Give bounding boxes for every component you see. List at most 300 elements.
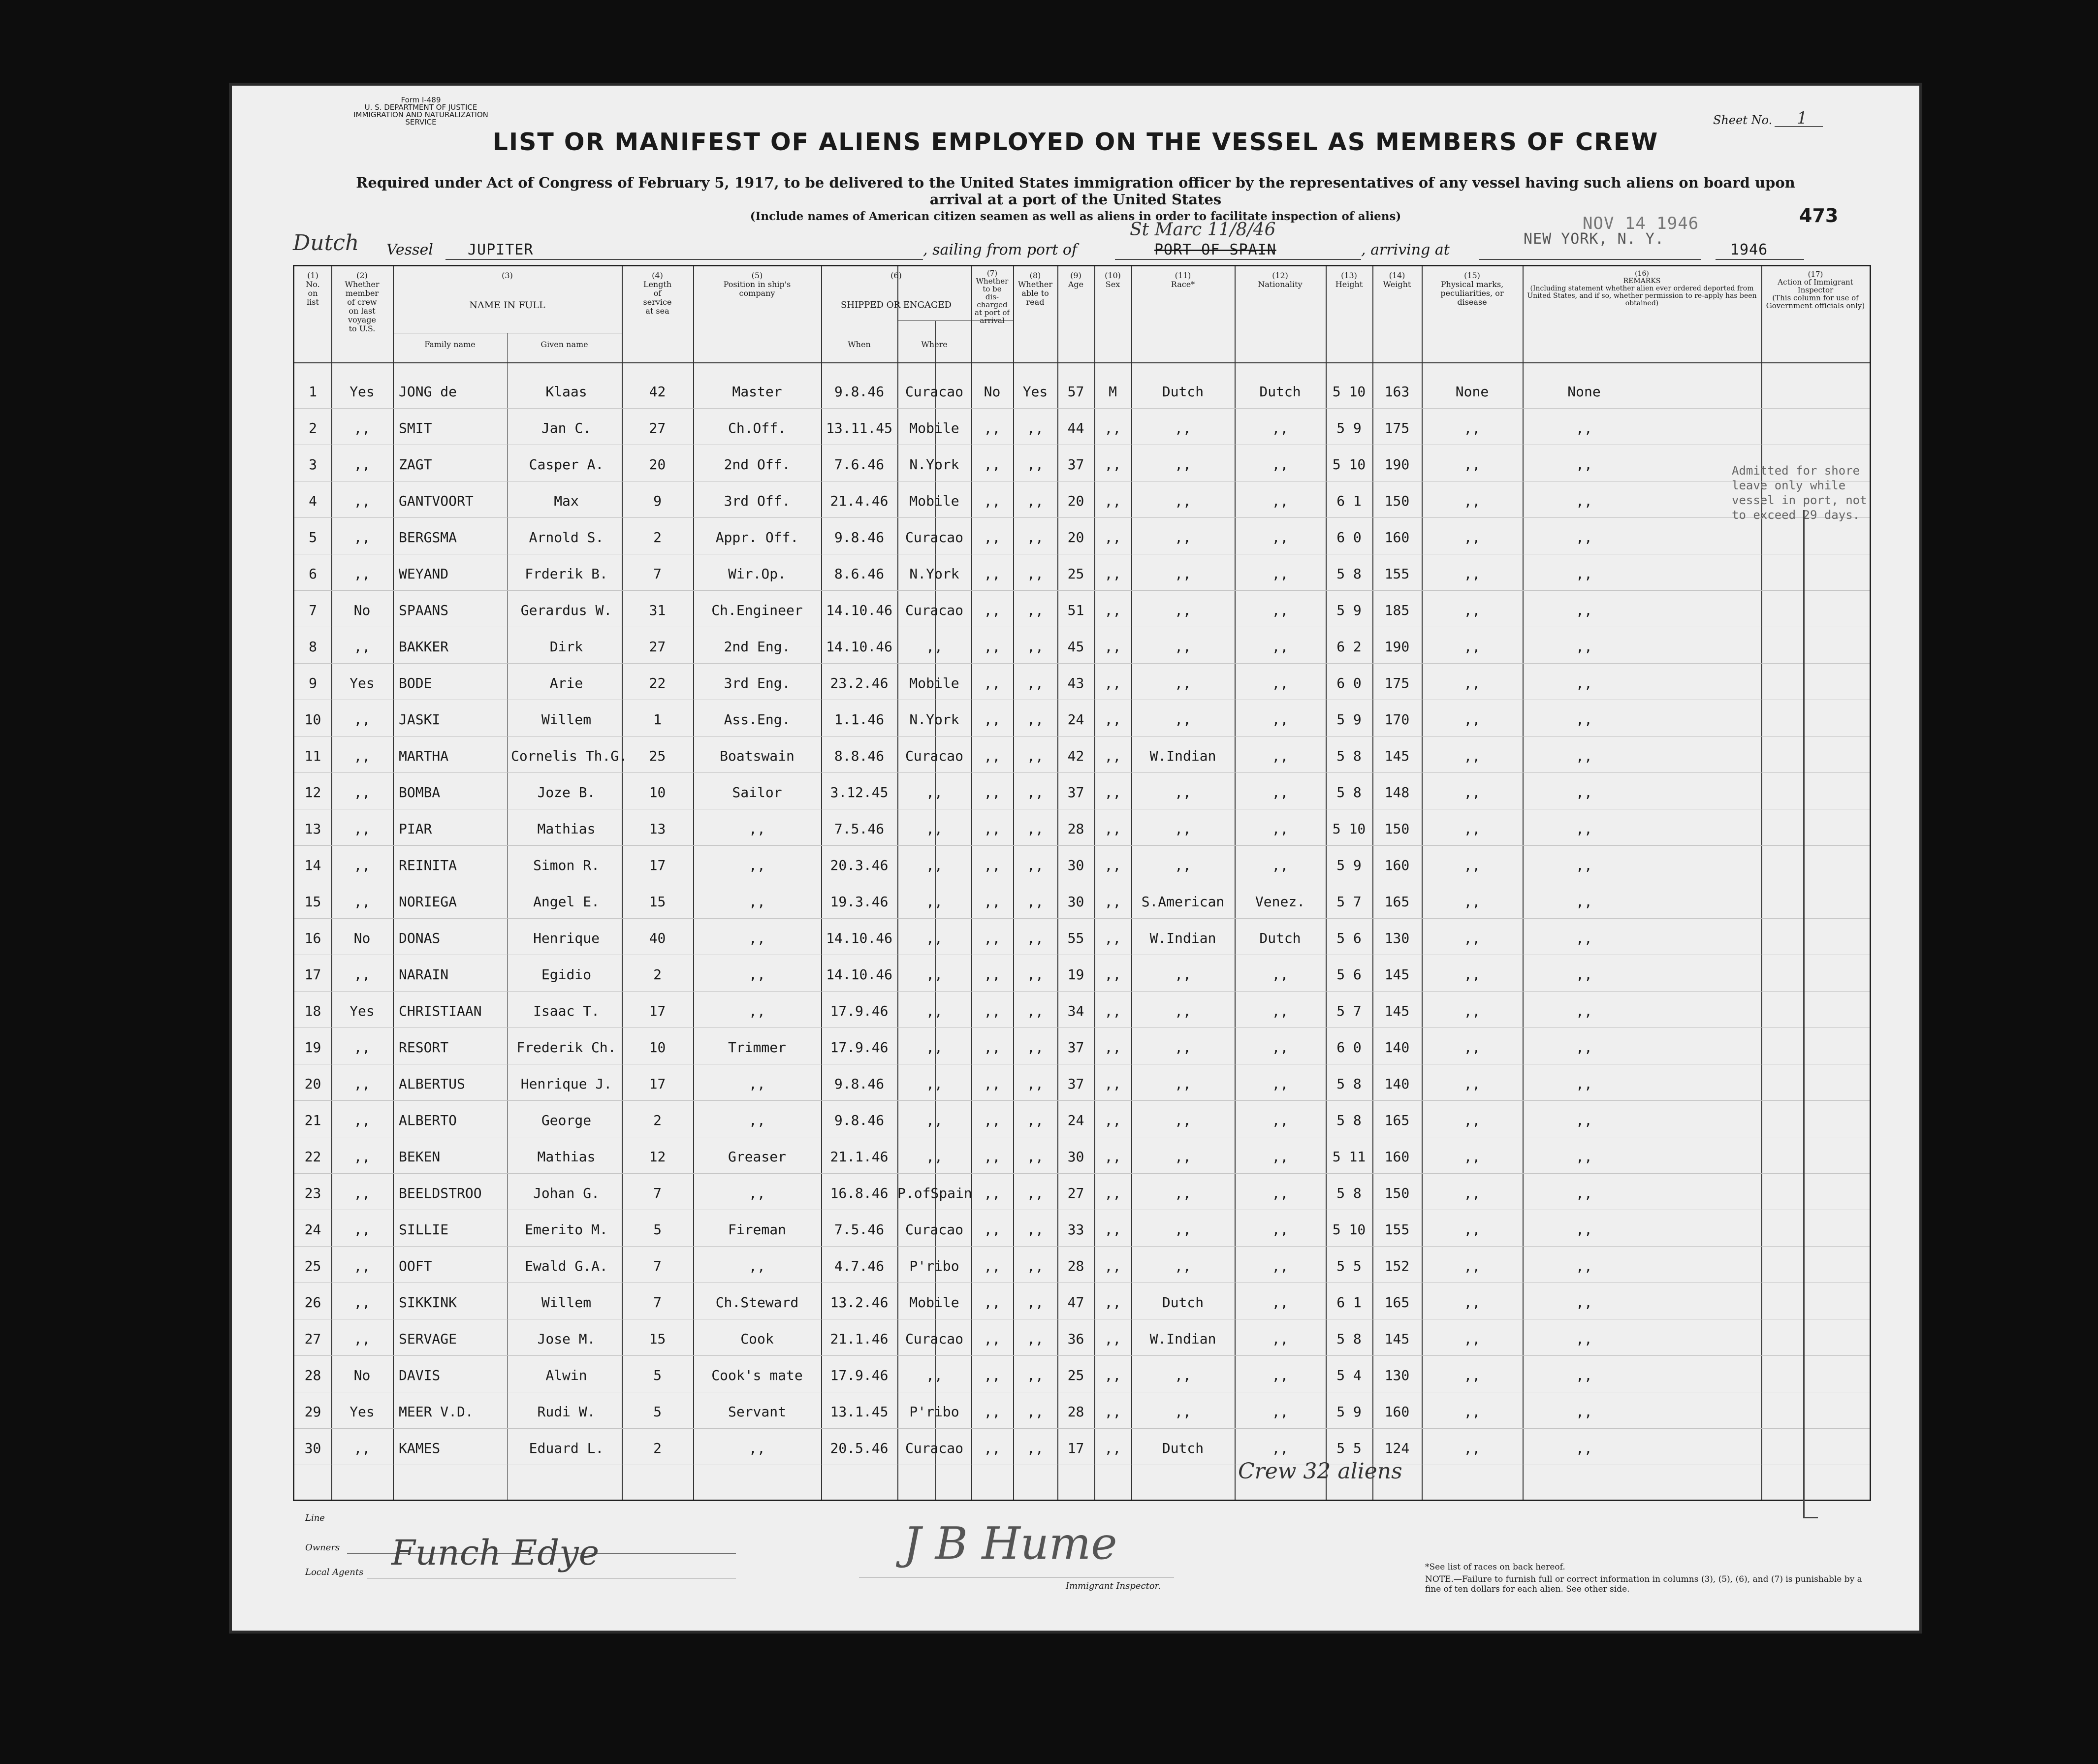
arriving-label: , arriving at: [1361, 241, 1450, 258]
cell-read: ,,: [1027, 566, 1044, 582]
cell-race: ,,: [1175, 602, 1191, 618]
cell-read: ,,: [1027, 675, 1044, 691]
cell-marks: ,,: [1463, 1003, 1481, 1019]
cell-no: 14: [304, 857, 321, 873]
cell-nat: ,,: [1272, 602, 1289, 618]
cell-age: 51: [1067, 602, 1084, 618]
cell-family: SILLIE: [399, 1221, 449, 1238]
cell-remarks: ,,: [1576, 1076, 1592, 1092]
cell-prev: Yes: [350, 675, 375, 691]
cell-sex: ,,: [1104, 821, 1121, 837]
header-family-name: Family name: [424, 340, 476, 349]
cell-race: ,,: [1175, 420, 1191, 436]
cell-given: Mathias: [537, 1149, 596, 1165]
cell-no: 1: [309, 384, 317, 400]
cell-remarks: None: [1567, 384, 1601, 400]
cell-nat: ,,: [1272, 1440, 1289, 1456]
cell-marks: ,,: [1463, 420, 1481, 436]
cell-position: Fireman: [728, 1221, 786, 1238]
cell-service: 7: [653, 1258, 662, 1274]
cell-race: ,,: [1175, 966, 1191, 983]
cell-disch: ,,: [984, 784, 1001, 801]
cell-height: 5 7: [1336, 1003, 1362, 1019]
manifest-sheet: [229, 83, 1922, 1634]
cell-no: 13: [304, 821, 321, 837]
table-row: [294, 816, 1761, 852]
cell-no: 30: [304, 1440, 321, 1456]
table-row: [294, 1144, 1761, 1180]
header-sex: (10) Sex: [1105, 271, 1121, 289]
footer-owners-label: Owners: [305, 1542, 340, 1553]
cell-sex: ,,: [1104, 857, 1121, 873]
cell-weight: 130: [1384, 930, 1410, 946]
table-row: [294, 1107, 1761, 1144]
cell-marks: ,,: [1463, 821, 1481, 837]
cell-given: Emerito M.: [525, 1221, 608, 1238]
cell-height: 5 9: [1336, 1404, 1362, 1420]
cell-when: 9.8.46: [834, 1112, 885, 1128]
cell-read: ,,: [1027, 1331, 1044, 1347]
cell-height: 5 10: [1332, 384, 1366, 400]
cell-race: ,,: [1175, 1258, 1191, 1274]
cell-height: 5 8: [1336, 748, 1362, 764]
header-remarks: (16) REMARKS (Including statement whether alien ever ordered deported from United States, and if so, whether permission to re-apply has been obtained): [1527, 270, 1757, 307]
cell-read: ,,: [1027, 857, 1044, 873]
agents-signature: Funch Edye: [391, 1533, 600, 1573]
cell-when: 14.10.46: [826, 930, 892, 946]
page-note: (Include names of American citizen seamen as well as aliens in order to facilitate inspection of aliens): [750, 210, 1401, 223]
cell-prev: ,,: [353, 784, 371, 801]
cell-sex: ,,: [1104, 1367, 1121, 1383]
header-name-num: (3): [502, 271, 513, 280]
cell-height: 5 8: [1336, 566, 1362, 582]
cell-age: 33: [1067, 1221, 1084, 1238]
cell-no: 21: [304, 1112, 321, 1128]
cell-marks: ,,: [1463, 1294, 1481, 1311]
cell-age: 20: [1067, 493, 1084, 509]
cell-where: Mobile: [909, 420, 959, 436]
cell-nat: ,,: [1272, 857, 1289, 873]
cell-when: 14.10.46: [826, 639, 892, 655]
table-row: [294, 524, 1761, 561]
cell-no: 23: [304, 1185, 321, 1201]
cell-service: 27: [649, 639, 666, 655]
cell-marks: ,,: [1463, 930, 1481, 946]
col-divider: [1761, 266, 1762, 1500]
cell-family: KAMES: [399, 1440, 441, 1456]
header-height: (13) Height: [1335, 271, 1363, 289]
footer-line-label: Line: [305, 1513, 325, 1523]
cell-sex: ,,: [1104, 1331, 1121, 1347]
cell-no: 27: [304, 1331, 321, 1347]
cell-family: DONAS: [399, 930, 441, 946]
cell-height: 5 7: [1336, 894, 1362, 910]
cell-prev: ,,: [353, 1258, 371, 1274]
cell-service: 25: [649, 748, 666, 764]
cell-given: Max: [554, 493, 579, 509]
cell-when: 20.3.46: [830, 857, 889, 873]
cell-remarks: ,,: [1576, 493, 1592, 509]
cell-marks: ,,: [1463, 1039, 1481, 1056]
cell-sex: ,,: [1104, 1294, 1121, 1311]
cell-read: ,,: [1027, 1294, 1044, 1311]
cell-given: Mathias: [537, 821, 596, 837]
cell-weight: 145: [1384, 966, 1410, 983]
table-row: [294, 1253, 1761, 1289]
cell-remarks: ,,: [1576, 602, 1592, 618]
cell-weight: 150: [1384, 821, 1410, 837]
cell-height: 5 11: [1332, 1149, 1366, 1165]
cell-service: 5: [653, 1404, 662, 1420]
cell-weight: 148: [1384, 784, 1410, 801]
cell-age: 24: [1067, 711, 1084, 728]
inspector-bracket: [1803, 510, 1805, 1517]
cell-age: 30: [1067, 894, 1084, 910]
cell-race: W.Indian: [1149, 1331, 1216, 1347]
cell-remarks: ,,: [1576, 1404, 1592, 1420]
header-where: Where: [921, 340, 948, 349]
cell-prev: Yes: [350, 1404, 375, 1420]
cell-remarks: ,,: [1576, 566, 1592, 582]
cell-race: ,,: [1175, 1221, 1191, 1238]
cell-race: W.Indian: [1149, 748, 1216, 764]
cell-given: Rudi W.: [537, 1404, 596, 1420]
cell-where: ,,: [926, 784, 943, 801]
cell-given: Johan G.: [533, 1185, 600, 1201]
cell-nat: ,,: [1272, 1076, 1289, 1092]
sheet-number: 1: [1797, 108, 1808, 128]
cell-weight: 152: [1384, 1258, 1410, 1274]
cell-race: ,,: [1175, 1149, 1191, 1165]
cell-marks: ,,: [1463, 639, 1481, 655]
cell-where: Curacao: [905, 384, 963, 400]
cell-prev: No: [353, 930, 371, 946]
cell-remarks: ,,: [1576, 1221, 1592, 1238]
cell-age: 25: [1067, 566, 1084, 582]
inspector-signature: J B Hume: [903, 1518, 1117, 1570]
crew-table: [293, 265, 1871, 1501]
cell-age: 34: [1067, 1003, 1084, 1019]
cell-no: 16: [304, 930, 321, 946]
cell-disch: ,,: [984, 420, 1001, 436]
cell-when: 13.2.46: [830, 1294, 889, 1311]
cell-where: P.ofSpain: [897, 1185, 972, 1201]
cell-remarks: ,,: [1576, 1003, 1592, 1019]
cell-family: JONG de: [399, 384, 457, 400]
cell-disch: ,,: [984, 1039, 1001, 1056]
cell-prev: ,,: [353, 529, 371, 545]
cell-remarks: ,,: [1576, 857, 1592, 873]
cell-weight: 140: [1384, 1039, 1410, 1056]
cell-given: Henrique J.: [520, 1076, 612, 1092]
cell-sex: ,,: [1104, 602, 1121, 618]
cell-race: ,,: [1175, 784, 1191, 801]
cell-service: 2: [653, 529, 662, 545]
cell-marks: ,,: [1463, 1258, 1481, 1274]
cell-given: Ewald G.A.: [525, 1258, 608, 1274]
cell-remarks: ,,: [1576, 711, 1592, 728]
cell-weight: 175: [1384, 420, 1410, 436]
cell-service: 2: [653, 966, 662, 983]
cell-position: Master: [732, 384, 782, 400]
table-row: [294, 561, 1761, 597]
cell-service: 42: [649, 384, 666, 400]
header-position: (5) Position in ship's company: [723, 271, 791, 298]
cell-where: N.York: [909, 456, 959, 473]
cell-family: BEKEN: [399, 1149, 441, 1165]
cell-weight: 160: [1384, 857, 1410, 873]
cell-disch: ,,: [984, 857, 1001, 873]
cell-no: 28: [304, 1367, 321, 1383]
cell-disch: ,,: [984, 1112, 1001, 1128]
cell-service: 5: [653, 1367, 662, 1383]
cell-race: ,,: [1175, 1112, 1191, 1128]
cell-nat: ,,: [1272, 1221, 1289, 1238]
cell-where: ,,: [926, 857, 943, 873]
table-row: [294, 962, 1761, 998]
cell-age: 37: [1067, 456, 1084, 473]
table-row: [294, 1289, 1761, 1326]
cell-race: ,,: [1175, 1185, 1191, 1201]
cell-nat: ,,: [1272, 493, 1289, 509]
port-handwritten: St Marc 11/8/46: [1130, 220, 1276, 240]
header-service: (4) Length of service at sea: [643, 271, 672, 316]
cell-remarks: ,,: [1576, 639, 1592, 655]
cell-service: 2: [653, 1112, 662, 1128]
cell-disch: ,,: [984, 639, 1001, 655]
cell-weight: 155: [1384, 566, 1410, 582]
cell-disch: ,,: [984, 821, 1001, 837]
date-underline: [1716, 259, 1804, 260]
cell-weight: 185: [1384, 602, 1410, 618]
cell-prev: ,,: [353, 748, 371, 764]
table-row: [294, 1034, 1761, 1071]
cell-height: 5 9: [1336, 857, 1362, 873]
cell-sex: ,,: [1104, 420, 1121, 436]
cell-when: 9.8.46: [834, 384, 885, 400]
cell-disch: ,,: [984, 1367, 1001, 1383]
header-when: When: [848, 340, 871, 349]
cell-no: 18: [304, 1003, 321, 1019]
cell-height: 5 8: [1336, 1112, 1362, 1128]
cell-family: BAKKER: [399, 639, 449, 655]
cell-service: 31: [649, 602, 666, 618]
cell-nat: ,,: [1272, 1258, 1289, 1274]
cell-family: ALBERTUS: [399, 1076, 465, 1092]
cell-age: 55: [1067, 930, 1084, 946]
cell-sex: ,,: [1104, 1039, 1121, 1056]
cell-where: ,,: [926, 1367, 943, 1383]
cell-given: Simon R.: [533, 857, 600, 873]
header-weight: (14) Weight: [1383, 271, 1411, 289]
cell-prev: Yes: [350, 384, 375, 400]
cell-family: BEELDSTROO: [399, 1185, 482, 1201]
cell-prev: ,,: [353, 566, 371, 582]
page-title: LIST OR MANIFEST OF ALIENS EMPLOYED ON THE VESSEL AS MEMBERS OF CREW: [492, 128, 1659, 156]
cell-read: ,,: [1027, 711, 1044, 728]
cell-read: ,,: [1027, 821, 1044, 837]
cell-when: 13.11.45: [826, 420, 892, 436]
table-row: [294, 1435, 1761, 1472]
cell-read: ,,: [1027, 420, 1044, 436]
cell-read: ,,: [1027, 784, 1044, 801]
cell-no: 19: [304, 1039, 321, 1056]
cell-family: SIKKINK: [399, 1294, 457, 1311]
table-row: [294, 670, 1761, 706]
cell-weight: 165: [1384, 1294, 1410, 1311]
cell-marks: ,,: [1463, 1221, 1481, 1238]
cell-nat: ,,: [1272, 639, 1289, 655]
header-nationality: (12) Nationality: [1258, 271, 1303, 289]
cell-position: Greaser: [728, 1149, 786, 1165]
cell-where: Curacao: [905, 1440, 963, 1456]
cell-family: SPAANS: [399, 602, 449, 618]
vessel-label: Vessel: [386, 241, 433, 258]
cell-marks: ,,: [1463, 1076, 1481, 1092]
cell-given: Frderik B.: [525, 566, 608, 582]
cell-prev: No: [353, 602, 371, 618]
cell-disch: ,,: [984, 1294, 1001, 1311]
cell-age: 45: [1067, 639, 1084, 655]
cell-position: ,,: [749, 821, 765, 837]
cell-service: 7: [653, 1185, 662, 1201]
cell-when: 7.5.46: [834, 821, 885, 837]
cell-marks: ,,: [1463, 1185, 1481, 1201]
cell-age: 19: [1067, 966, 1084, 983]
cell-nat: ,,: [1272, 1039, 1289, 1056]
cell-prev: ,,: [353, 1149, 371, 1165]
cell-no: 11: [304, 748, 321, 764]
cell-when: 9.8.46: [834, 529, 885, 545]
cell-read: ,,: [1027, 529, 1044, 545]
cell-where: Mobile: [909, 1294, 959, 1311]
table-row: [294, 779, 1761, 816]
cell-remarks: ,,: [1576, 966, 1592, 983]
cell-family: ZAGT: [399, 456, 432, 473]
cell-where: N.York: [909, 566, 959, 582]
cell-weight: 165: [1384, 1112, 1410, 1128]
cell-disch: ,,: [984, 1440, 1001, 1456]
cell-given: Eduard L.: [529, 1440, 604, 1456]
cell-when: 1.1.46: [834, 711, 885, 728]
cell-prev: ,,: [353, 711, 371, 728]
cell-sex: ,,: [1104, 1404, 1121, 1420]
cell-when: 21.1.46: [830, 1149, 889, 1165]
vessel-name: JUPITER: [468, 241, 534, 258]
cell-age: 44: [1067, 420, 1084, 436]
cell-family: CHRISTIAAN: [399, 1003, 482, 1019]
cell-marks: ,,: [1463, 1404, 1481, 1420]
cell-family: SERVAGE: [399, 1331, 457, 1347]
cell-when: 20.5.46: [830, 1440, 889, 1456]
cell-read: ,,: [1027, 966, 1044, 983]
cell-prev: ,,: [353, 493, 371, 509]
cell-given: Willem: [541, 711, 592, 728]
cell-when: 17.9.46: [830, 1003, 889, 1019]
cell-race: ,,: [1175, 1076, 1191, 1092]
cell-sex: ,,: [1104, 529, 1121, 545]
cell-height: 5 8: [1336, 1331, 1362, 1347]
cell-given: Arie: [549, 675, 583, 691]
cell-service: 7: [653, 566, 662, 582]
table-row: [294, 743, 1761, 779]
cell-when: 19.3.46: [830, 894, 889, 910]
cell-no: 5: [309, 529, 317, 545]
cell-where: Curacao: [905, 1331, 963, 1347]
cell-race: ,,: [1175, 529, 1191, 545]
cell-sex: ,,: [1104, 1112, 1121, 1128]
cell-disch: ,,: [984, 966, 1001, 983]
cell-sex: M: [1109, 384, 1117, 400]
cell-where: Mobile: [909, 675, 959, 691]
cell-marks: ,,: [1463, 675, 1481, 691]
cell-race: ,,: [1175, 1039, 1191, 1056]
cell-remarks: ,,: [1576, 1258, 1592, 1274]
cell-service: 22: [649, 675, 666, 691]
cell-weight: 175: [1384, 675, 1410, 691]
cell-read: ,,: [1027, 493, 1044, 509]
cell-position: Trimmer: [728, 1039, 786, 1056]
cell-given: Jose M.: [537, 1331, 596, 1347]
cell-position: ,,: [749, 894, 765, 910]
cell-position: Cook's mate: [711, 1367, 803, 1383]
date-stamp: NOV 14 1946: [1583, 214, 1699, 233]
cell-marks: ,,: [1463, 529, 1481, 545]
cell-read: ,,: [1027, 894, 1044, 910]
cell-no: 8: [309, 639, 317, 655]
cell-where: ,,: [926, 1149, 943, 1165]
cell-given: George: [541, 1112, 592, 1128]
cell-weight: 145: [1384, 1003, 1410, 1019]
cell-sex: ,,: [1104, 1003, 1121, 1019]
cell-sex: ,,: [1104, 1221, 1121, 1238]
vessel-underline: [445, 259, 923, 260]
cell-prev: ,,: [353, 456, 371, 473]
cell-remarks: ,,: [1576, 748, 1592, 764]
cell-when: 14.10.46: [826, 966, 892, 983]
cell-family: ALBERTO: [399, 1112, 457, 1128]
cell-service: 15: [649, 1331, 666, 1347]
cell-disch: ,,: [984, 456, 1001, 473]
cell-nat: ,,: [1272, 784, 1289, 801]
penalty-note: NOTE.—Failure to furnish full or correct information in columns (3), (5), (6), and (7) is punishable by a fine of ten dollars for each alien. See other side.: [1425, 1574, 1862, 1594]
cell-read: Yes: [1022, 384, 1048, 400]
cell-given: Gerardus W.: [520, 602, 612, 618]
cell-when: 21.4.46: [830, 493, 889, 509]
cell-sex: ,,: [1104, 784, 1121, 801]
cell-disch: ,,: [984, 493, 1001, 509]
cell-weight: 160: [1384, 1149, 1410, 1165]
table-row: [294, 451, 1761, 488]
cell-height: 6 0: [1336, 1039, 1362, 1056]
races-note: *See list of races on back hereof.: [1425, 1562, 1565, 1572]
arriving-port: NEW YORK, N. Y.: [1524, 230, 1664, 248]
cell-service: 1: [653, 711, 662, 728]
cell-marks: ,,: [1463, 1440, 1481, 1456]
cell-nat: ,,: [1272, 1149, 1289, 1165]
cell-when: 8.6.46: [834, 566, 885, 582]
cell-weight: 160: [1384, 529, 1410, 545]
cell-nat: ,,: [1272, 1294, 1289, 1311]
cell-race: ,,: [1175, 1003, 1191, 1019]
cell-race: ,,: [1175, 1367, 1191, 1383]
cell-given: Isaac T.: [533, 1003, 600, 1019]
cell-weight: 130: [1384, 1367, 1410, 1383]
cell-height: 6 0: [1336, 529, 1362, 545]
cell-position: ,,: [749, 1258, 765, 1274]
cell-service: 13: [649, 821, 666, 837]
cell-remarks: ,,: [1576, 1294, 1592, 1311]
